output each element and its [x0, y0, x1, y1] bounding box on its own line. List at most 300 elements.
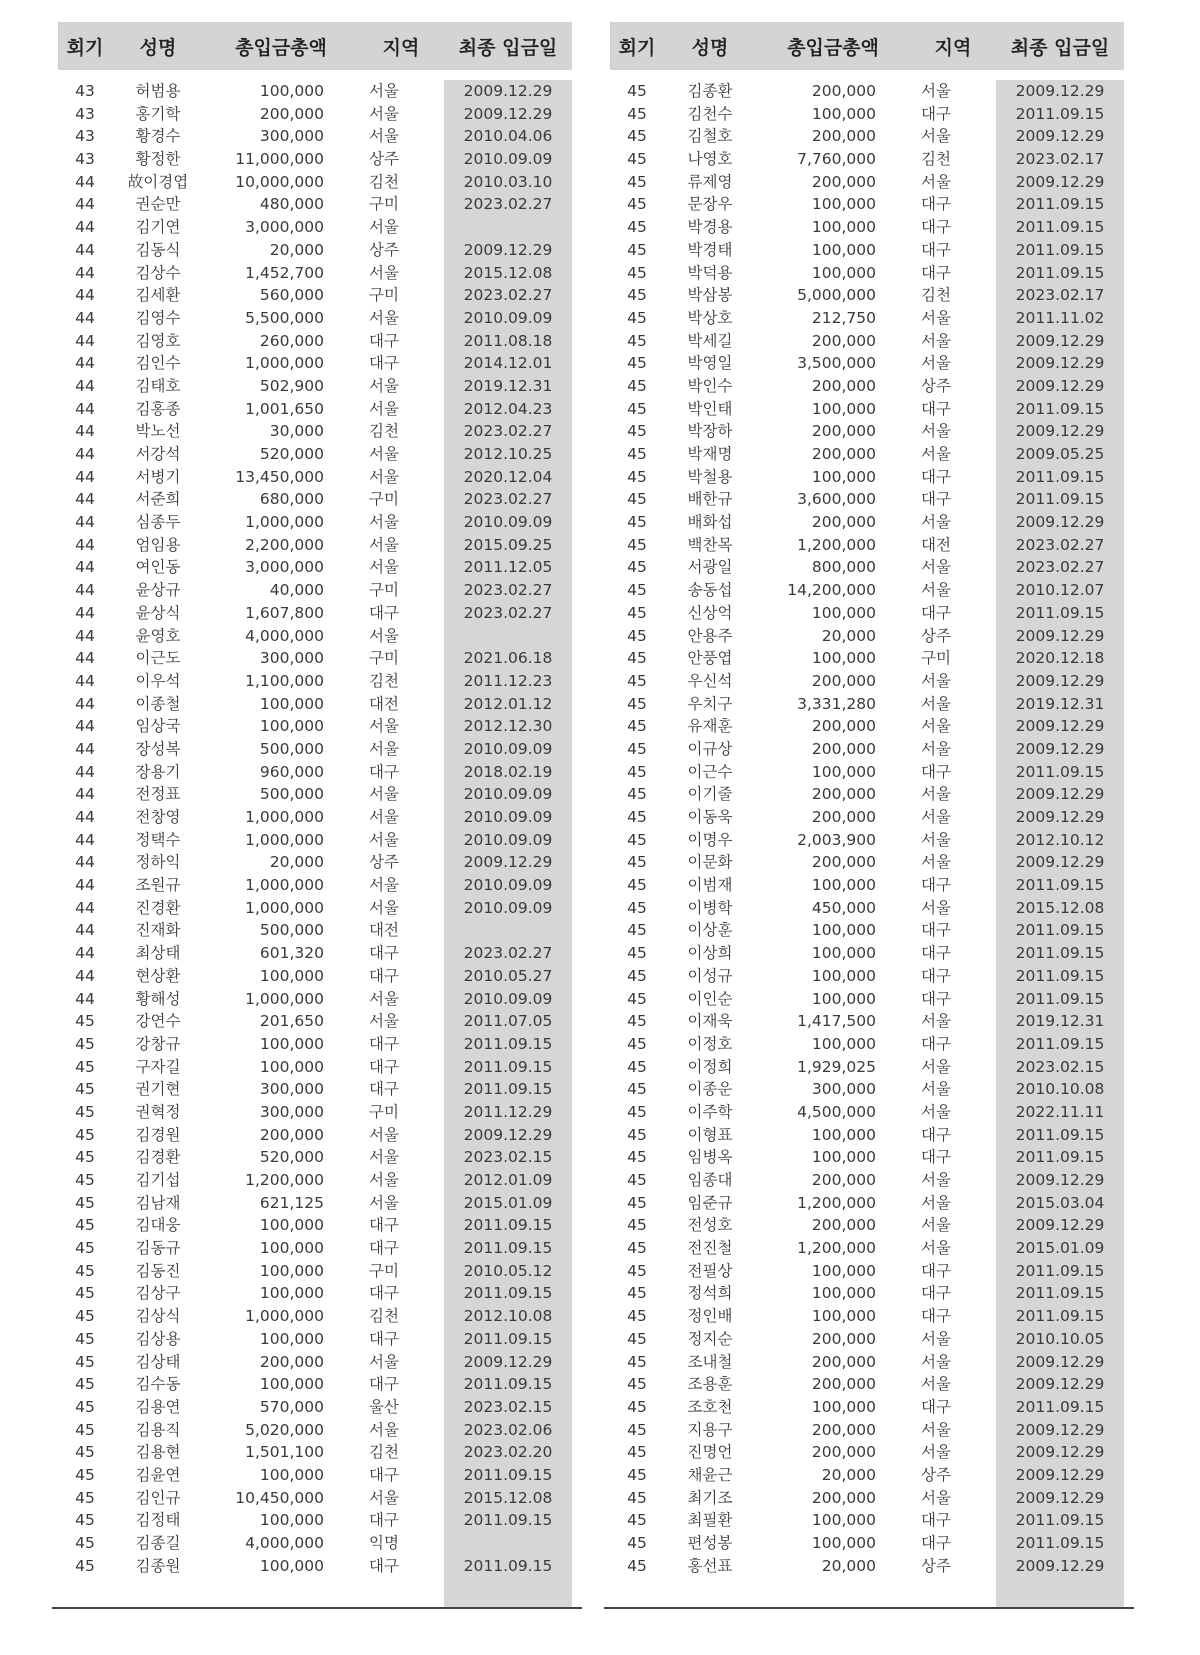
round-cell: 45	[75, 1488, 95, 1507]
date-cell: 2010.09.09	[463, 898, 553, 917]
name-cell: 이범재	[687, 876, 733, 895]
table-row	[58, 466, 572, 489]
table-row	[58, 398, 572, 421]
region-cell: 서울	[369, 717, 399, 736]
left-table	[58, 22, 572, 1577]
table-row	[610, 556, 1124, 579]
date-cell: 2011.09.15	[463, 1284, 553, 1303]
round-cell: 45	[627, 626, 647, 645]
name-cell: 이문화	[687, 853, 733, 872]
date-cell: 2012.04.23	[463, 399, 553, 418]
region-cell: 서울	[921, 1057, 951, 1076]
region-cell: 서울	[369, 989, 399, 1008]
date-cell: 2009.12.29	[1015, 671, 1105, 690]
name-cell: 이우석	[135, 671, 181, 690]
round-cell: 45	[627, 1261, 647, 1280]
region-cell: 서울	[369, 467, 399, 486]
amount-cell: 100,000	[811, 762, 876, 781]
round-cell: 44	[75, 626, 95, 645]
date-cell: 2011.09.15	[1015, 1534, 1105, 1552]
amount-cell: 7,760,000	[797, 150, 876, 169]
round-cell: 45	[75, 1420, 95, 1439]
round-cell: 45	[627, 1193, 647, 1212]
name-cell: 김영수	[135, 308, 181, 327]
date-cell: 2023.02.06	[463, 1420, 553, 1439]
name-cell: 윤영호	[135, 626, 181, 645]
region-cell: 서울	[921, 82, 951, 100]
amount-cell: 100,000	[811, 921, 876, 940]
round-cell: 45	[75, 1239, 95, 1258]
round-cell: 45	[627, 399, 647, 418]
amount-cell: 200,000	[811, 1420, 876, 1439]
amount-cell: 1,200,000	[797, 535, 876, 554]
amount-cell: 1,100,000	[245, 671, 324, 690]
table-row	[610, 193, 1124, 216]
round-cell: 45	[75, 1352, 95, 1371]
round-cell: 45	[627, 104, 647, 123]
table-row	[58, 330, 572, 353]
date-cell: 2023.02.27	[463, 195, 553, 214]
region-cell: 서울	[369, 626, 399, 645]
amount-cell: 20,000	[821, 1556, 876, 1575]
round-cell: 44	[75, 649, 95, 668]
amount-cell: 100,000	[811, 467, 876, 486]
amount-cell: 3,500,000	[797, 354, 876, 373]
region-cell: 서울	[921, 445, 951, 463]
date-cell: 2011.09.15	[1015, 966, 1105, 985]
region-cell: 대구	[369, 1556, 399, 1575]
region-cell: 서울	[921, 1443, 951, 1462]
date-cell: 2009.12.29	[1015, 376, 1105, 395]
name-cell: 김동식	[135, 240, 181, 259]
name-cell: 임종대	[687, 1171, 733, 1189]
round-cell: 44	[75, 853, 95, 872]
amount-cell: 570,000	[259, 1397, 324, 1416]
table-row	[610, 670, 1124, 693]
table-row	[58, 715, 572, 738]
name-cell: 배화섭	[687, 513, 733, 532]
header-round: 회기	[66, 36, 104, 59]
round-cell: 45	[627, 1465, 647, 1484]
region-cell: 대구	[921, 1261, 951, 1280]
name-cell: 김상태	[135, 1352, 181, 1371]
table-row	[58, 1487, 572, 1510]
table-row	[610, 1373, 1124, 1396]
table-row	[58, 1464, 572, 1487]
amount-cell: 1,417,500	[797, 1012, 876, 1031]
table-row	[58, 148, 572, 171]
header-amount: 총입금총액	[787, 36, 879, 59]
date-cell: 2011.09.15	[1015, 1034, 1105, 1053]
name-cell: 김수동	[135, 1375, 181, 1394]
round-cell: 45	[627, 1397, 647, 1416]
date-cell: 2009.12.29	[1015, 172, 1105, 191]
name-cell: 권혁정	[135, 1102, 181, 1121]
table-row	[610, 647, 1124, 670]
amount-cell: 100,000	[811, 1148, 876, 1167]
amount-cell: 100,000	[811, 1397, 876, 1416]
table-row	[58, 1056, 572, 1079]
amount-cell: 100,000	[811, 195, 876, 214]
table-row	[610, 1464, 1124, 1487]
region-cell: 대구	[921, 1397, 951, 1416]
date-cell: 2009.12.29	[1015, 1171, 1105, 1189]
name-cell: 김종길	[135, 1534, 181, 1552]
amount-cell: 100,000	[811, 1307, 876, 1326]
round-cell: 45	[627, 944, 647, 963]
right-table	[610, 22, 1124, 1577]
region-cell: 대구	[369, 1375, 399, 1394]
amount-cell: 100,000	[811, 1284, 876, 1303]
round-cell: 45	[75, 1148, 95, 1167]
round-cell: 44	[75, 558, 95, 577]
name-cell: 송동섭	[687, 581, 733, 600]
table-row	[58, 919, 572, 942]
table-row	[610, 1214, 1124, 1237]
date-cell: 2023.02.17	[1015, 286, 1105, 305]
table-row	[58, 1010, 572, 1033]
round-cell: 44	[75, 717, 95, 736]
amount-cell: 200,000	[811, 445, 876, 463]
name-cell: 조용훈	[687, 1375, 733, 1394]
table-row	[58, 602, 572, 625]
region-cell: 서울	[921, 1012, 951, 1031]
name-cell: 여인동	[135, 558, 181, 577]
table-row	[58, 897, 572, 920]
name-cell: 윤상규	[135, 581, 181, 600]
table-row	[610, 1396, 1124, 1419]
round-cell: 44	[75, 694, 95, 713]
date-cell: 2009.12.29	[1015, 331, 1105, 350]
table-row	[58, 488, 572, 511]
region-cell: 대구	[921, 1511, 951, 1530]
date-cell: 2023.02.15	[463, 1148, 553, 1167]
table-row	[58, 284, 572, 307]
round-cell: 45	[627, 1375, 647, 1394]
region-cell: 울산	[369, 1397, 399, 1416]
region-cell: 서울	[921, 1216, 951, 1235]
date-cell: 2020.12.18	[1015, 649, 1105, 668]
date-cell: 2012.01.09	[463, 1171, 553, 1189]
amount-cell: 10,450,000	[235, 1488, 324, 1507]
table-row	[610, 965, 1124, 988]
amount-cell: 200,000	[811, 739, 876, 758]
name-cell: 엄임용	[135, 535, 181, 554]
table-row	[610, 1282, 1124, 1305]
name-cell: 김남재	[135, 1193, 181, 1212]
region-cell: 대구	[369, 762, 399, 781]
amount-cell: 3,000,000	[245, 558, 324, 577]
date-cell: 2009.12.29	[1015, 1420, 1105, 1439]
round-cell: 45	[627, 1284, 647, 1303]
table-row	[610, 942, 1124, 965]
region-cell: 서울	[369, 739, 399, 758]
round-cell: 45	[627, 671, 647, 690]
table-row	[58, 761, 572, 784]
amount-cell: 100,000	[259, 717, 324, 736]
amount-cell: 1,000,000	[245, 354, 324, 373]
round-cell: 45	[627, 1034, 647, 1053]
amount-cell: 100,000	[259, 82, 324, 100]
date-cell: 2011.09.15	[463, 1329, 553, 1348]
region-cell: 대구	[921, 944, 951, 963]
table-row	[58, 352, 572, 375]
table-header	[610, 22, 1124, 70]
table-row	[58, 1192, 572, 1215]
amount-cell: 200,000	[811, 671, 876, 690]
region-cell: 서울	[921, 127, 951, 146]
region-cell: 서울	[921, 785, 951, 804]
region-cell: 서울	[369, 808, 399, 826]
round-cell: 45	[627, 1239, 647, 1258]
name-cell: 최필환	[687, 1511, 733, 1530]
round-cell: 44	[75, 671, 95, 690]
region-cell: 대구	[369, 1057, 399, 1076]
round-cell: 44	[75, 944, 95, 963]
name-cell: 이정희	[687, 1057, 733, 1076]
date-cell: 2015.01.09	[1015, 1239, 1105, 1258]
round-cell: 45	[75, 1443, 95, 1462]
name-cell: 김홍종	[135, 399, 181, 418]
date-cell: 2009.12.29	[1015, 1465, 1105, 1484]
amount-cell: 5,020,000	[245, 1420, 324, 1439]
round-cell: 45	[627, 308, 647, 327]
name-cell: 이종철	[135, 694, 181, 713]
table-row	[610, 1351, 1124, 1374]
round-cell: 45	[75, 1329, 95, 1348]
region-cell: 대전	[921, 535, 951, 554]
name-cell: 이상희	[687, 944, 733, 963]
round-cell: 44	[75, 490, 95, 509]
table-row	[58, 239, 572, 262]
table-row	[610, 488, 1124, 511]
amount-cell: 200,000	[811, 808, 876, 826]
date-cell: 2011.09.15	[1015, 195, 1105, 214]
date-cell: 2015.01.09	[463, 1193, 553, 1212]
date-cell: 2010.09.09	[463, 785, 553, 804]
round-cell: 45	[627, 240, 647, 259]
name-cell: 정석희	[687, 1284, 733, 1303]
name-cell: 조내철	[687, 1352, 733, 1371]
amount-cell: 4,000,000	[245, 626, 324, 645]
region-cell: 대구	[921, 966, 951, 985]
amount-cell: 1,000,000	[245, 876, 324, 895]
amount-cell: 520,000	[259, 445, 324, 463]
amount-cell: 200,000	[811, 1216, 876, 1235]
amount-cell: 5,500,000	[245, 308, 324, 327]
date-cell: 2009.12.29	[1015, 853, 1105, 872]
round-cell: 44	[75, 286, 95, 305]
table-row	[610, 148, 1124, 171]
date-cell: 2009.12.29	[1015, 808, 1105, 826]
header-round: 회기	[618, 36, 656, 59]
date-cell: 2011.09.15	[1015, 399, 1105, 418]
round-cell: 44	[75, 218, 95, 237]
amount-cell: 621,125	[259, 1193, 324, 1212]
region-cell: 상주	[921, 626, 951, 645]
date-cell: 2023.02.27	[463, 581, 553, 600]
table-row	[610, 1487, 1124, 1510]
region-cell: 대구	[921, 240, 951, 259]
table-row	[610, 307, 1124, 330]
date-cell: 2011.09.15	[1015, 467, 1105, 486]
date-cell: 2011.12.29	[463, 1102, 553, 1121]
region-cell: 상주	[921, 1465, 951, 1484]
round-cell: 45	[627, 172, 647, 191]
region-cell: 서울	[369, 376, 399, 395]
amount-cell: 100,000	[811, 1511, 876, 1530]
round-cell: 44	[75, 376, 95, 395]
table-row	[610, 988, 1124, 1011]
round-cell: 44	[75, 876, 95, 895]
name-cell: 김윤연	[135, 1465, 181, 1484]
date-cell: 2023.02.27	[463, 603, 553, 622]
round-cell: 45	[627, 490, 647, 509]
amount-cell: 100,000	[259, 1261, 324, 1280]
name-cell: 임병옥	[687, 1148, 733, 1167]
region-cell: 구미	[369, 490, 399, 509]
name-cell: 김용연	[135, 1397, 181, 1416]
round-cell: 45	[75, 1261, 95, 1280]
table-row	[58, 1419, 572, 1442]
date-cell: 2010.09.09	[463, 739, 553, 758]
table-row	[610, 398, 1124, 421]
date-cell: 2011.09.15	[463, 1057, 553, 1076]
region-cell: 구미	[921, 649, 951, 668]
date-cell	[444, 216, 572, 239]
amount-cell: 200,000	[811, 376, 876, 395]
table-row	[58, 1373, 572, 1396]
name-cell: 이주학	[687, 1102, 733, 1121]
name-cell: 김상수	[135, 263, 181, 282]
amount-cell: 30,000	[269, 422, 324, 441]
table-rows	[610, 80, 1124, 1577]
amount-cell: 200,000	[811, 853, 876, 872]
date-cell: 2015.03.04	[1015, 1193, 1105, 1212]
table-row	[58, 307, 572, 330]
table-row	[58, 874, 572, 897]
round-cell: 45	[627, 1420, 647, 1439]
table-row	[610, 1101, 1124, 1124]
amount-cell: 601,320	[259, 944, 324, 963]
round-cell: 45	[627, 830, 647, 849]
amount-cell: 200,000	[811, 1443, 876, 1462]
date-cell: 2009.12.29	[463, 1125, 553, 1144]
round-cell: 45	[75, 1534, 95, 1552]
date-cell: 2009.12.29	[463, 1352, 553, 1371]
name-cell: 심종두	[135, 513, 181, 532]
table-row	[58, 1555, 572, 1578]
region-cell: 서울	[921, 513, 951, 532]
region-cell: 서울	[369, 1352, 399, 1371]
region-cell: 서울	[369, 1193, 399, 1212]
name-cell: 류제영	[687, 172, 733, 191]
table-row	[610, 625, 1124, 648]
table-row	[58, 1396, 572, 1419]
date-cell: 2015.09.25	[463, 535, 553, 554]
amount-cell: 1,200,000	[797, 1193, 876, 1212]
amount-cell: 3,600,000	[797, 490, 876, 509]
header-region: 지역	[382, 36, 420, 59]
date-cell: 2011.09.15	[463, 1375, 553, 1394]
date-cell: 2011.09.15	[463, 1465, 553, 1484]
table-row	[610, 375, 1124, 398]
table-row	[610, 171, 1124, 194]
amount-cell: 100,000	[811, 1125, 876, 1144]
name-cell: 김대웅	[135, 1216, 181, 1235]
header-date: 최종 입금일	[1010, 36, 1110, 59]
region-cell: 상주	[369, 150, 399, 169]
round-cell: 45	[75, 1216, 95, 1235]
region-cell: 상주	[921, 376, 951, 395]
table-row	[610, 579, 1124, 602]
amount-cell: 300,000	[259, 1102, 324, 1121]
date-cell: 2012.01.12	[463, 694, 553, 713]
date-cell: 2010.09.09	[463, 308, 553, 327]
name-cell: 채윤근	[687, 1465, 733, 1484]
region-cell: 서울	[369, 830, 399, 849]
name-cell: 박삼봉	[687, 286, 733, 305]
table-row	[58, 1532, 572, 1555]
date-cell: 2011.09.15	[463, 1216, 553, 1235]
round-cell: 45	[627, 1171, 647, 1189]
name-cell: 전창영	[135, 808, 181, 826]
amount-cell: 1,501,100	[245, 1443, 324, 1462]
date-cell: 2009.12.29	[1015, 127, 1105, 146]
round-cell: 45	[627, 1329, 647, 1348]
name-cell: 최기조	[687, 1488, 733, 1507]
date-cell: 2011.09.15	[1015, 1284, 1105, 1303]
table-row	[58, 1305, 572, 1328]
date-cell: 2009.12.29	[1015, 1352, 1105, 1371]
table-row	[610, 534, 1124, 557]
region-cell: 서울	[921, 717, 951, 736]
date-cell: 2011.11.02	[1015, 308, 1105, 327]
region-cell: 대구	[921, 921, 951, 940]
table-row	[610, 1441, 1124, 1464]
table-row	[610, 1305, 1124, 1328]
date-cell: 2009.12.29	[1015, 739, 1105, 758]
table-row	[58, 1237, 572, 1260]
table-row	[610, 693, 1124, 716]
name-cell: 정지순	[687, 1329, 733, 1348]
region-cell: 서울	[921, 1193, 951, 1212]
region-cell: 대구	[921, 1534, 951, 1552]
region-cell: 서울	[921, 671, 951, 690]
name-cell: 편성봉	[687, 1534, 733, 1552]
table-row	[58, 534, 572, 557]
round-cell: 45	[627, 218, 647, 237]
region-cell: 서울	[369, 127, 399, 146]
date-cell: 2012.10.12	[1015, 830, 1105, 849]
date-cell: 2022.11.11	[1015, 1102, 1105, 1121]
amount-cell: 1,200,000	[245, 1171, 324, 1189]
amount-cell: 450,000	[811, 898, 876, 917]
table-row	[58, 647, 572, 670]
table-header	[58, 22, 572, 70]
region-cell: 구미	[369, 649, 399, 668]
round-cell: 45	[75, 1511, 95, 1530]
table-row	[610, 919, 1124, 942]
amount-cell: 1,000,000	[245, 989, 324, 1008]
date-cell: 2009.12.29	[1015, 354, 1105, 373]
region-cell: 김천	[369, 1307, 399, 1326]
name-cell: 김철호	[687, 127, 733, 146]
name-cell: 권순만	[135, 195, 181, 214]
round-cell: 44	[75, 581, 95, 600]
name-cell: 김인수	[135, 354, 181, 373]
region-cell: 서울	[369, 535, 399, 554]
